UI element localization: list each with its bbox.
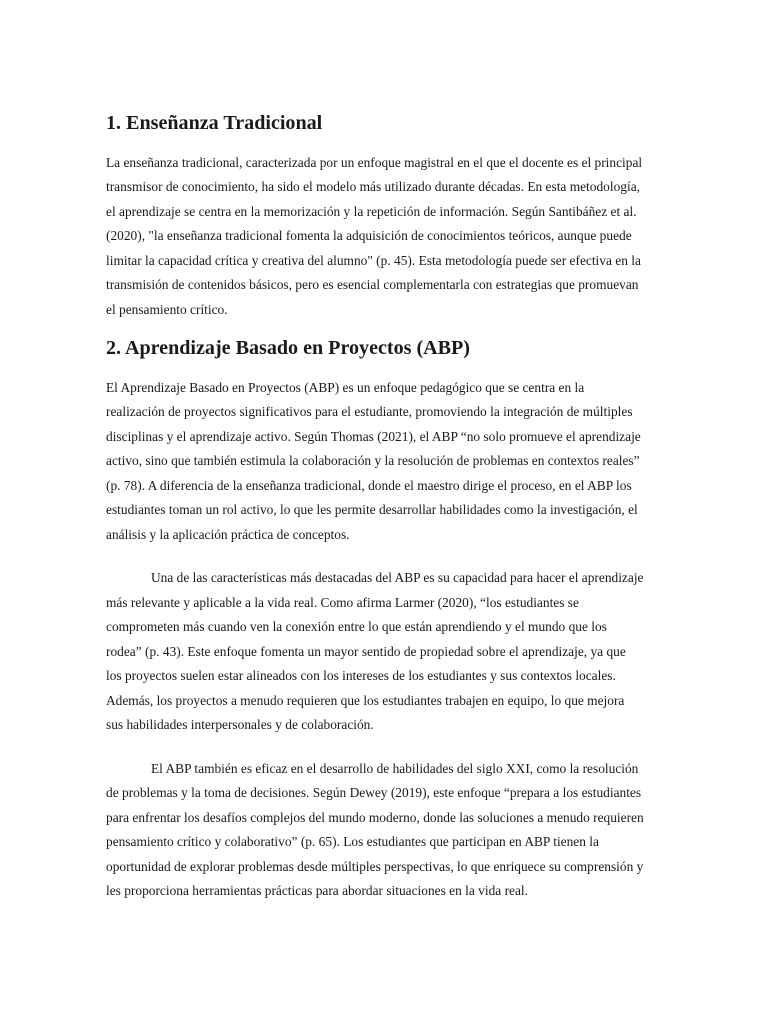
section-heading-ensenanza-tradicional: 1. Enseñanza Tradicional bbox=[106, 112, 323, 134]
text-line: El Aprendizaje Basado en Proyectos (ABP) es un enfoque pedagógico que se centra en la bbox=[106, 379, 585, 395]
text-line: estudiantes toman un rol activo, lo que les permite desarrollar habilidades como la investigación, el bbox=[106, 502, 638, 517]
text-line: de problemas y la toma de decisiones. Según Dewey (2019), este enfoque “prepara a los estudiantes bbox=[106, 785, 642, 800]
text-line: realización de proyectos significativos para el estudiante, promoviendo la integración de múltiples bbox=[106, 404, 633, 419]
text-line: activo, sino que también estimula la colaboración y la resolución de problemas en contextos reales” bbox=[106, 453, 640, 468]
text-line: les proporciona herramientas prácticas para abordar situaciones en la vida real. bbox=[106, 883, 528, 898]
text-line: El ABP también es eficaz en el desarrollo de habilidades del siglo XXI, como la resolución bbox=[151, 760, 639, 776]
text-line: rodea” (p. 43). Este enfoque fomenta un mayor sentido de propiedad sobre el aprendizaje, ya que bbox=[106, 643, 626, 659]
text-line: limitar la capacidad crítica y creativa del alumno" (p. 45). Esta metodología puede ser efectiva en la bbox=[106, 252, 641, 268]
text-line: más relevante y aplicable a la vida real. Como afirma Larmer (2020), “los estudiantes se bbox=[106, 594, 579, 610]
document-body bbox=[106, 111, 662, 904]
text-line: Además, los proyectos a menudo requieren que los estudiantes trabajen en equipo, lo que mejora bbox=[106, 692, 625, 708]
text-line: Una de las características más destacadas del ABP es su capacidad para hacer el aprendizaje bbox=[151, 570, 644, 585]
text-line: transmisor de conocimiento, ha sido el modelo más utilizado durante décadas. En esta metodología, bbox=[106, 179, 640, 194]
text-line: sus habilidades interpersonales y de colaboración. bbox=[106, 717, 374, 732]
paragraph-ensenanza-tradicional bbox=[106, 151, 662, 323]
text-line: transmisión de contenidos básicos, pero es esencial complementarla con estrategias que promuevan bbox=[106, 277, 639, 292]
section-heading-abp: 2. Aprendizaje Basado en Proyectos (ABP) bbox=[106, 337, 470, 359]
paragraph-abp-relevance bbox=[106, 566, 662, 738]
text-line: para enfrentar los desafíos complejos del mundo moderno, donde las soluciones a menudo requieren bbox=[106, 809, 644, 825]
text-line: (p. 78). A diferencia de la enseñanza tradicional, donde el maestro dirige el proceso, en el ABP los bbox=[106, 477, 632, 493]
text-line: oportunidad de explorar problemas desde múltiples perspectivas, lo que enriquece su comprensión y bbox=[106, 858, 644, 874]
paragraph-abp-skills bbox=[106, 757, 662, 904]
paragraph-abp-intro bbox=[106, 376, 662, 548]
text-line: La enseñanza tradicional, caracterizada por un enfoque magistral en el que el docente es el principal bbox=[106, 154, 643, 170]
text-line: disciplinas y el aprendizaje activo. Según Thomas (2021), el ABP “no solo promueve el aprendizaje bbox=[106, 428, 641, 444]
text-line: (2020), "la enseñanza tradicional fomenta la adquisición de conocimientos teóricos, aunque puede bbox=[106, 228, 632, 243]
text-line: comprometen más cuando ven la conexión entre lo que están aprendiendo y el mundo que los bbox=[106, 619, 607, 634]
text-line: el aprendizaje se centra en la memorización y la repetición de información. Según Santibáñez et al. bbox=[106, 203, 637, 219]
text-line: los proyectos suelen estar alineados con los intereses de los estudiantes y sus contextos locales. bbox=[106, 668, 616, 683]
text-line: el pensamiento crítico. bbox=[106, 301, 228, 317]
text-line: análisis y la aplicación práctica de conceptos. bbox=[106, 526, 350, 542]
text-line: pensamiento crítico y colaborativo” (p. 65). Los estudiantes que participan en ABP tienen la bbox=[106, 834, 599, 849]
